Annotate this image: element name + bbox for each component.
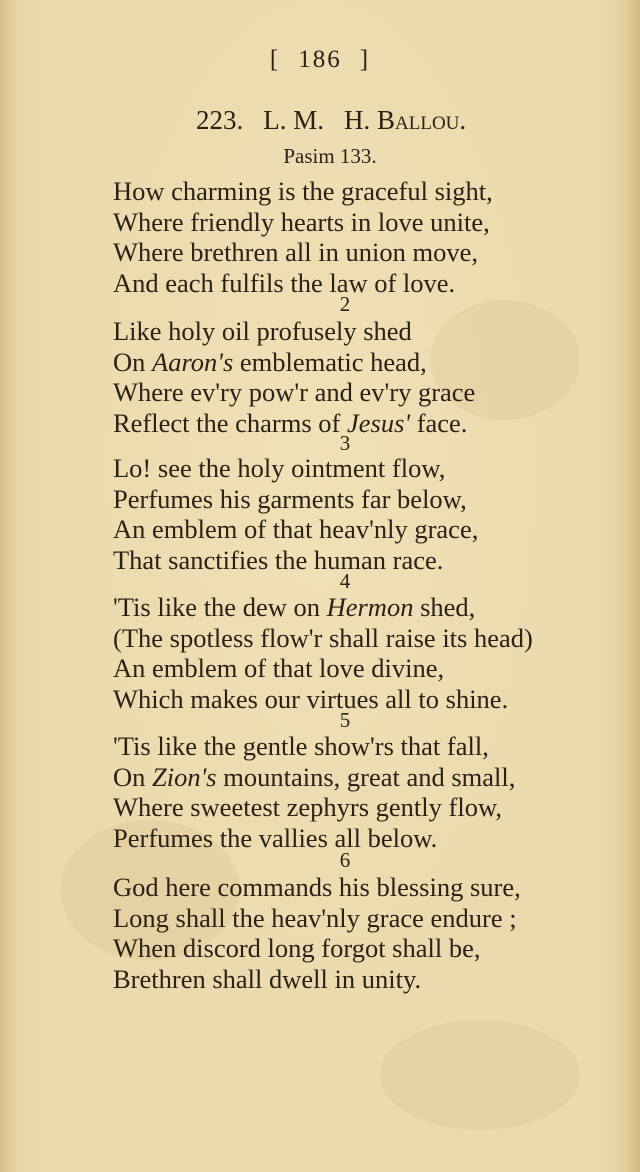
stanza-2 — [113, 316, 475, 438]
stanza-number: 6 — [339, 848, 351, 872]
hymn-title-line — [196, 105, 466, 136]
verse-line: Perfumes his garments far below, — [113, 483, 467, 514]
verse-line: On Aaron's emblematic head, — [113, 346, 427, 377]
italic-name: Hermon — [326, 592, 414, 622]
verse-line: That sanctifies the human race. — [113, 544, 444, 575]
verse-line: Long shall the heav'nly grace endure ; — [113, 902, 517, 933]
verse-line: Where sweetest zephyrs gently flow, — [113, 792, 503, 822]
verse-line: On Zion's mountains, great and small, — [113, 761, 516, 792]
stanza-3 — [113, 453, 478, 575]
verse-line: Which makes our virtues all to shine. — [113, 683, 509, 714]
hymn-author: H. Ballou. — [344, 105, 467, 135]
stanza-1 — [113, 176, 493, 298]
verse-line: Perfumes the vallies all below. — [113, 822, 438, 853]
hymn-meter: L. M. — [263, 105, 324, 135]
stanza-number: 3 — [339, 431, 351, 455]
verse-line: Brethren shall dwell in unity. — [113, 963, 422, 994]
verse-line: Where friendly hearts in love unite, — [113, 206, 490, 237]
bracket-close: ] — [359, 46, 371, 73]
stanza-number: 5 — [339, 708, 351, 732]
verse-line: 'Tis like the dew on Hermon shed, — [113, 592, 476, 622]
stanza-number: 2 — [339, 292, 351, 316]
stanza-number: 4 — [339, 569, 351, 593]
stanza-6 — [113, 872, 521, 994]
verse-line: Reflect the charms of Jesus' face. — [113, 407, 468, 438]
verse-line: Where brethren all in union move, — [113, 237, 478, 267]
page-number: 186 — [298, 46, 342, 73]
verse-line: (The spotless flow'r shall raise its head) — [113, 622, 533, 653]
verse-line: An emblem of that love divine, — [113, 653, 445, 683]
paper-stain — [380, 1020, 580, 1130]
verse-line: Where ev'ry pow'r and ev'ry grace — [113, 377, 476, 407]
verse-line: And each fulfils the law of love. — [113, 267, 456, 298]
verse-line: When discord long forgot shall be, — [113, 933, 481, 963]
page-header — [0, 46, 640, 74]
verse-line: How charming is the graceful sight, — [113, 176, 493, 206]
italic-name: Zion's — [152, 761, 217, 792]
verse-line: An emblem of that heav'nly grace, — [113, 514, 479, 544]
verse-line: 'Tis like the gentle show'rs that fall, — [113, 731, 489, 761]
hymn-number: 223. — [196, 105, 244, 135]
stanza-5 — [113, 731, 515, 853]
italic-name: Jesus' — [346, 407, 411, 438]
stanza-4 — [113, 592, 533, 714]
verse-line: Like holy oil profusely shed — [113, 316, 412, 346]
bracket-open: [ — [269, 46, 281, 73]
hymn-source: Pasim 133. — [283, 144, 377, 168]
italic-name: Aaron's — [152, 346, 234, 377]
verse-line: Lo! see the holy ointment flow, — [113, 453, 446, 483]
verse-line: God here commands his blessing sure, — [113, 872, 521, 902]
